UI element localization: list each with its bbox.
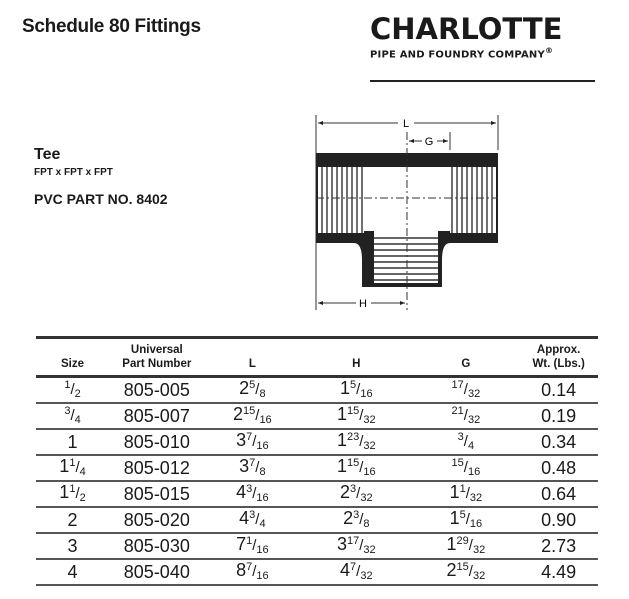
h-cell: $4^7/32$ (300, 559, 412, 585)
h-cell: $2^3/8$ (300, 507, 412, 533)
column-header-text: G (461, 358, 471, 370)
weight-cell: 0.64 (519, 481, 598, 507)
part-number-cell: 805-030 (109, 533, 205, 559)
part-number-cell: 805-010 (109, 429, 205, 455)
size-cell: $1^1/4$ (36, 455, 109, 481)
header-rule (370, 80, 595, 82)
product-connections: FPT x FPT x FPT (34, 167, 113, 178)
g-cell: $^{17}$/32 (413, 377, 520, 404)
size-cell: 3 (36, 533, 109, 559)
h-cell: $2^3/32$ (300, 481, 412, 507)
weight-cell: 0.90 (519, 507, 598, 533)
table-row (36, 481, 598, 507)
l-cell: $8^7/16$ (205, 559, 301, 585)
part-number-cell: 805-020 (109, 507, 205, 533)
l-cell: $2^{15}/16$ (205, 403, 301, 429)
weight-cell: 2.73 (519, 533, 598, 559)
l-cell: $7^1/16$ (205, 533, 301, 559)
product-info (34, 146, 168, 207)
size-cell: $^1$/2 (36, 377, 109, 404)
weight-cell: 0.34 (519, 429, 598, 455)
column-header-text: H (352, 358, 361, 370)
weight-cell: 0.19 (519, 403, 598, 429)
h-cell: $1^{23}/32$ (300, 429, 412, 455)
company-logo (370, 14, 596, 60)
registered-mark: ® (544, 46, 554, 55)
g-cell: $^{21}$/32 (413, 403, 520, 429)
size-cell: 2 (36, 507, 109, 533)
column-header-text: Universal (130, 344, 183, 356)
part-number-cell: 805-040 (109, 559, 205, 585)
column-header-text: Part Number (122, 358, 192, 370)
size-cell: $1^1/2$ (36, 481, 109, 507)
part-number-cell: 805-005 (109, 377, 205, 404)
table-row (36, 507, 598, 533)
l-cell: $3^7/16$ (205, 429, 301, 455)
column-header (36, 338, 109, 377)
g-cell: $1^1/32$ (413, 481, 520, 507)
g-cell: $^3$/4 (413, 429, 520, 455)
table-row (36, 559, 598, 585)
h-cell: $1^{15}/32$ (300, 403, 412, 429)
l-cell: $2^5/8$ (205, 377, 301, 404)
column-header (519, 338, 598, 377)
column-header (205, 338, 301, 377)
column-header-text: Wt. (Lbs.) (532, 358, 585, 370)
part-number-cell: 805-015 (109, 481, 205, 507)
table-row (36, 533, 598, 559)
product-part-number: PVC PART NO. 8402 (34, 191, 168, 207)
label-l: L (402, 118, 410, 130)
l-cell: $4^3/4$ (205, 507, 301, 533)
h-cell: $1^5/16$ (300, 377, 412, 404)
g-cell: $2^{15}/32$ (413, 559, 520, 585)
product-name: Tee (34, 146, 61, 163)
column-header-text: Size (61, 358, 85, 370)
logo-tagline-text: PIPE AND FOUNDRY COMPANY (370, 49, 545, 61)
label-h: H (359, 298, 367, 310)
table-row (36, 403, 598, 429)
g-cell: $1^5/16$ (413, 507, 520, 533)
table-header-row (36, 338, 598, 377)
size-cell: $^3$/4 (36, 403, 109, 429)
weight-cell: 4.49 (519, 559, 598, 585)
h-cell: $3^{17}/32$ (300, 533, 412, 559)
size-cell: 1 (36, 429, 109, 455)
column-header (109, 338, 205, 377)
column-header (300, 338, 412, 377)
l-cell: $4^3/16$ (205, 481, 301, 507)
logo-name: CHARLOTTE (370, 12, 563, 46)
weight-cell: 0.14 (519, 377, 598, 404)
label-g: G (424, 136, 434, 148)
part-number-cell: 805-012 (109, 455, 205, 481)
size-cell: 4 (36, 559, 109, 585)
logo-tagline (370, 46, 596, 60)
weight-cell: 0.48 (519, 455, 598, 481)
g-cell: $^{15}$/16 (413, 455, 520, 481)
tee-diagram (300, 110, 510, 320)
table-row (36, 455, 598, 481)
h-cell: $1^{15}/16$ (300, 455, 412, 481)
column-header (413, 338, 520, 377)
g-cell: $1^{29}/32$ (413, 533, 520, 559)
part-number-cell: 805-007 (109, 403, 205, 429)
column-header-text: L (248, 358, 256, 370)
table-row (36, 377, 598, 404)
table-row (36, 429, 598, 455)
page-title: Schedule 80 Fittings (22, 16, 201, 37)
dimensions-table (36, 336, 598, 586)
l-cell: $3^7/8$ (205, 455, 301, 481)
column-header-text: Approx. (536, 344, 581, 356)
